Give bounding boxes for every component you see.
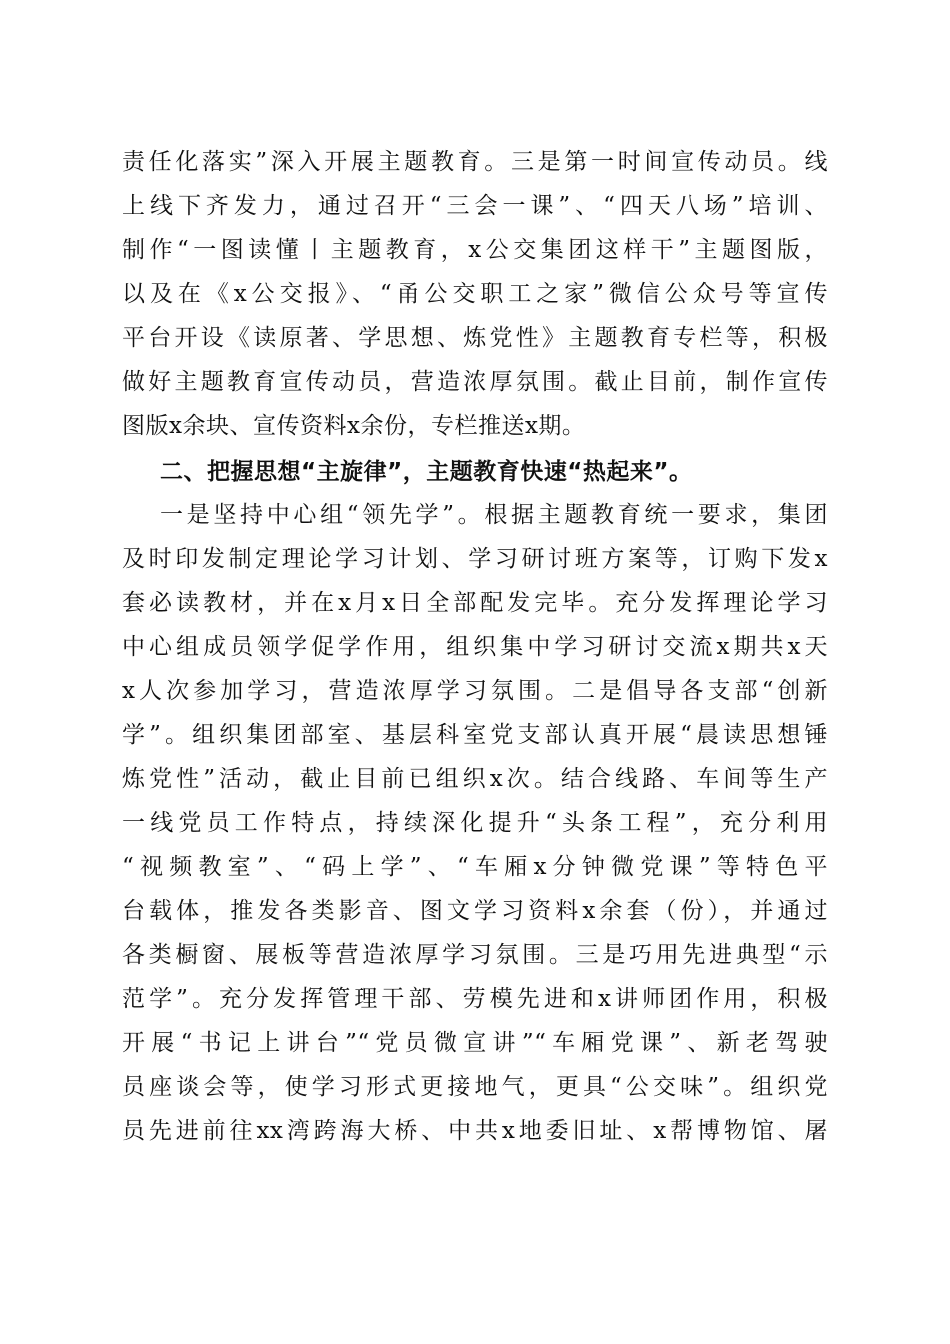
paragraph-2-line-2: 及时印发制定理论学习计划、学习研讨班方案等，订购下发x: [122, 546, 828, 572]
paragraph-2-line-9: “视频教室”、“码上学”、“车厢x分钟微党课”等特色平: [122, 854, 828, 880]
paragraph-2-line-5: x人次参加学习，营造浓厚学习氛围。二是倡导各支部“创新: [122, 678, 828, 704]
section-heading-2: 二、把握思想“主旋律”，主题教育快速“热起来”。: [160, 459, 693, 485]
paragraph-1-line-1: 责任化落实”深入开展主题教育。三是第一时间宣传动员。线: [122, 149, 828, 175]
paragraph-1-line-2: 上线下齐发力，通过召开“三会一课”、“四天八场”培训、: [122, 193, 828, 219]
paragraph-1-line-3: 制作“一图读懂丨主题教育，x公交集团这样干”主题图版，: [122, 237, 828, 263]
paragraph-2-line-4: 中心组成员领学促学作用，组织集中学习研讨交流x期共x天: [122, 634, 828, 660]
paragraph-2-line-13: 开展“书记上讲台”“党员微宣讲”“车厢党课”、新老驾驶: [122, 1030, 828, 1056]
paragraph-2-line-14: 员座谈会等，使学习形式更接地气，更具“公交味”。组织党: [122, 1074, 828, 1100]
paragraph-1-line-6: 做好主题教育宣传动员，营造浓厚氛围。截止目前，制作宣传: [122, 369, 828, 395]
paragraph-1-line-5: 平台开设《读原著、学思想、炼党性》主题教育专栏等，积极: [122, 325, 828, 351]
paragraph-2-line-3: 套必读教材，并在x月x日全部配发完毕。充分发挥理论学习: [122, 590, 828, 616]
paragraph-1-line-7: 图版x余块、宣传资料x余份，专栏推送x期。: [122, 413, 586, 439]
paragraph-2-line-10: 台载体，推发各类影音、图文学习资料x余套（份），并通过: [122, 898, 828, 924]
paragraph-2-line-15: 员先进前往xx湾跨海大桥、中共x地委旧址、x帮博物馆、屠: [122, 1118, 828, 1144]
paragraph-2-line-8: 一线党员工作特点，持续深化提升“头条工程”，充分利用: [122, 810, 828, 836]
paragraph-2-line-6: 学”。组织集团部室、基层科室党支部认真开展“晨读思想锤: [122, 722, 828, 748]
paragraph-1-line-4: 以及在《x公交报》、“甬公交职工之家”微信公众号等宣传: [122, 281, 828, 307]
paragraph-2-line-1: 一是坚持中心组“领先学”。根据主题教育统一要求，集团: [160, 502, 828, 528]
paragraph-2-line-7: 炼党性”活动，截止目前已组织x次。结合线路、车间等生产: [122, 766, 828, 792]
paragraph-2-line-11: 各类橱窗、展板等营造浓厚学习氛围。三是巧用先进典型“示: [122, 942, 828, 968]
paragraph-2-line-12: 范学”。充分发挥管理干部、劳模先进和x讲师团作用，积极: [122, 986, 828, 1012]
